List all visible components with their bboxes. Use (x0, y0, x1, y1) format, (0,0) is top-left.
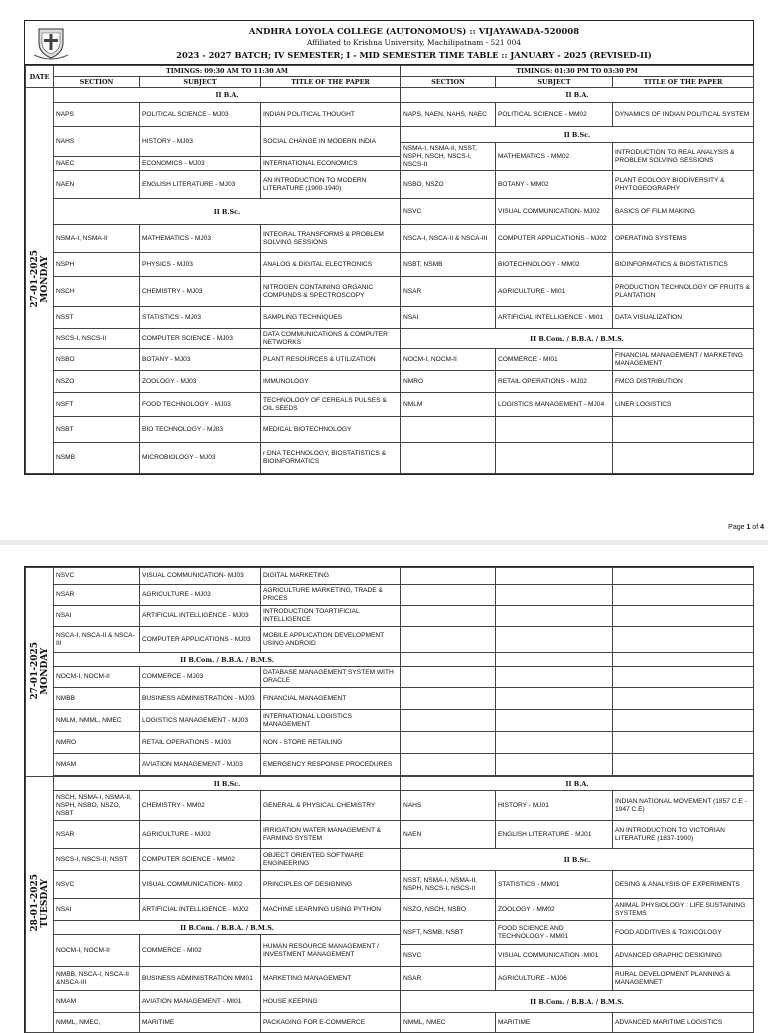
table-cell: FMCG DISTRIBUTION (613, 371, 754, 393)
empty-cell (613, 606, 754, 627)
table-cell: SAMPLING TECHNIQUES (261, 307, 401, 329)
table-cell: NMLM (401, 393, 496, 417)
table-cell: TECHNOLOGY OF CEREALS PULSES & OIL SEEDS (261, 393, 401, 417)
table-cell: NSMA-I, NSMA-II, NSST, NSPH, NSCH, NSCS-I, NSCS-II (401, 143, 496, 171)
exam-date: 27-01-2025 (29, 641, 40, 700)
table-cell: GENERAL & PHYSICAL CHEMISTRY (261, 791, 401, 821)
empty-cell (496, 688, 613, 710)
table-cell: MARKETING MANAGEMENT (261, 967, 401, 991)
table-cell: AGRICULTURE - MJ02 (140, 821, 261, 849)
table-cell: LOGISTICS MANAGEMENT - MJ03 (140, 710, 261, 732)
table-cell: PRINCIPLES OF DESIGNING (261, 871, 401, 899)
date-header: DATE (26, 66, 54, 88)
table-cell: RETAIL OPERATIONS - MJ03 (140, 732, 261, 754)
table-cell: DIGITAL MARKETING (261, 568, 401, 585)
empty-cell (613, 585, 754, 606)
empty-cell (613, 417, 754, 443)
table-cell: FOOD SCIENCE AND TECHNOLOGY - MM01 (496, 921, 613, 945)
subject-header: SUBJECT (140, 77, 261, 88)
table-cell: NSMA-I, NSMA-II (54, 225, 140, 253)
table-cell: ANALOG & DIGITAL ELECTRONICS (261, 253, 401, 277)
table-cell: NSFT (54, 393, 140, 417)
table-cell: NAPS (54, 103, 140, 127)
table-cell: NOCM-I, NOCM-II (54, 935, 140, 967)
table-cell: NMML, NMEC, (54, 1013, 140, 1033)
empty-cell (613, 732, 754, 754)
table-cell: MARITIME (140, 1013, 261, 1033)
table-cell: LINER LOGISTICS (613, 393, 754, 417)
table-cell: NMBB, NSCA-I, NSCA-II &NSCA-III (54, 967, 140, 991)
empty-cell (613, 754, 754, 776)
table-cell: NSVC (54, 871, 140, 899)
table-cell: BIOTECHNOLOGY - MM02 (496, 253, 613, 277)
empty-cell (401, 606, 496, 627)
table-cell: ARTIFICIAL INTELLIGENCE - MJ02 (140, 899, 261, 921)
table-cell: r DNA TECHNOLOGY, BIOSTATISTICS & BIOINFORMATICS (261, 443, 401, 474)
title-header: TITLE OF THE PAPER (261, 77, 401, 88)
table-cell: ARTIFICIAL INTELLIGENCE - MJ03 (140, 606, 261, 627)
table-cell: BIO TECHNOLOGY - MJ03 (140, 417, 261, 443)
empty-cell (496, 667, 613, 688)
section-heading: II B.Com. / B.B.A. / B.M.S. (54, 653, 401, 667)
table-cell: NSVC (401, 199, 496, 225)
table-cell: DYNAMICS OF INDIAN POLITICAL SYSTEM (613, 103, 754, 127)
table-cell: DATA VISUALIZATION (613, 307, 754, 329)
table-cell: INDIAN NATIONAL MOVEMENT (1857 C.E - 1947 C.E) (613, 791, 754, 821)
exam-date: 28-01-2025 (29, 874, 40, 932)
table-cell: ADVANCED GRAPHIC DESIGNING (613, 945, 754, 967)
table-cell: DATA COMMUNICATIONS & COMPUTER NETWORKS (261, 329, 401, 349)
table-cell: COMPUTER SCIENCE - MM02 (140, 849, 261, 871)
table-cell: NITROGEN CONTAINING ORGANIC COMPUNDS & SPECTROSCOPY (261, 277, 401, 307)
empty-cell (496, 710, 613, 732)
table-cell: NSCH, NSMA-I, NSMA-II, NSPH, NSBO, NSZO, NSBT (54, 791, 140, 821)
table-cell: PACKAGING FOR E-COMMERCE (261, 1013, 401, 1033)
table-cell: NMLM, NMML, NMEC (54, 710, 140, 732)
table-cell: FOOD TECHNOLOGY - MJ03 (140, 393, 261, 417)
table-cell: NSST, NSMA-I, NSMA-II, NSPH, NSCS-I, NSCS-II (401, 871, 496, 899)
empty-cell (401, 627, 496, 653)
empty-cell (401, 732, 496, 754)
table-cell: NSST (54, 307, 140, 329)
empty-cell (401, 653, 496, 667)
timetable-grid-page-1 (24, 64, 754, 475)
table-cell: NSPH (54, 253, 140, 277)
table-cell: MICROBIOLOGY - MJ03 (140, 443, 261, 474)
table-cell: NMAM (54, 991, 140, 1013)
table-cell: STATISTICS - MM01 (496, 871, 613, 899)
table-cell: NSZO (54, 371, 140, 393)
table-cell: AGRICULTURE MARKETING, TRADE & PRICES (261, 585, 401, 606)
table-cell: NSAR (401, 967, 496, 991)
section-heading: II B.Com. / B.B.A. / B.M.S. (54, 921, 401, 935)
table-cell: HISTORY - MJ03 (140, 127, 261, 157)
table-cell: NOCM-I, NOCM-II (401, 349, 496, 371)
table-cell: ENGLISH LITERATURE - MJ01 (496, 821, 613, 849)
table-cell: NSAI (54, 899, 140, 921)
table-cell: EMERGENCY RESPONSE PROCEDURES (261, 754, 401, 776)
table-cell: NMRO (54, 732, 140, 754)
table-cell: INTRODUCTION TO REAL ANALYSIS & PROBLEM SOLVING SESSIONS (613, 143, 754, 171)
exam-weekday: MONDAY (39, 647, 50, 694)
table-cell: PLANT ECOLOGY BIODIVERSITY & PHYTOGEOGRAPHY (613, 171, 754, 199)
table-cell: IRRIGATION WATER MANAGEMENT & FARMING SYSTEM (261, 821, 401, 849)
timetable-title: 2023 - 2027 BATCH; IV SEMESTER; I - MID SEMESTER TIME TABLE :: JANUARY - 2025 (REVISED-II) (176, 50, 652, 60)
table-cell: NSVC (401, 945, 496, 967)
table-cell: COMMERCE - MI02 (140, 935, 261, 967)
date-cell-monday (26, 568, 54, 777)
empty-cell (496, 568, 613, 585)
table-cell: NSCH (54, 277, 140, 307)
table-cell: NSFT, NSMB, NSBT (401, 921, 496, 945)
table-cell: NAHS (54, 127, 140, 157)
current-page: 1 (746, 524, 751, 531)
table-cell: HOUSE KEEPING (261, 991, 401, 1013)
table-cell: NSCA-I, NSCA-II & NSCA-III (54, 627, 140, 653)
table-cell: OBJECT ORIENTED SOFTWARE ENGINEERING (261, 849, 401, 871)
document-page-2 (0, 545, 768, 1024)
date-cell-tuesday (26, 777, 54, 1033)
table-cell: MEDICAL BIOTECHNOLOGY (261, 417, 401, 443)
table-cell: RURAL DEVELOPMENT PLANNING & MANAGEMNET (613, 967, 754, 991)
table-cell: PLANT RESOURCES & UTILIZATION (261, 349, 401, 371)
table-cell: VISUAL COMMUNICATION- MJ03 (140, 568, 261, 585)
empty-cell (401, 443, 496, 474)
empty-cell (401, 688, 496, 710)
empty-cell (613, 568, 754, 585)
table-cell: NSBO, NSZO (401, 171, 496, 199)
table-cell: ECONOMICS - MJ03 (140, 157, 261, 171)
table-cell: NAPS, NAEN, NAHS, NAEC (401, 103, 496, 127)
table-cell: VISUAL COMMUNICATION- MI02 (140, 871, 261, 899)
table-cell: OPERATING SYSTEMS (613, 225, 754, 253)
exam-date: 27-01-2025 (29, 250, 40, 308)
section-header: SECTION (401, 77, 496, 88)
table-cell: NAEN (54, 171, 140, 199)
table-cell: COMPUTER APPLICATIONS - MJ02 (496, 225, 613, 253)
table-cell: SOCIAL CHANGE IN MODERN INDIA (261, 127, 401, 157)
table-cell: NSBT, NSMB (401, 253, 496, 277)
table-cell: NSAR (54, 821, 140, 849)
table-cell: AGRICULTURE - MJ03 (140, 585, 261, 606)
section-heading: II B.A. (54, 88, 401, 103)
table-cell: AVIATION MANAGEMENT - MI01 (140, 991, 261, 1013)
table-cell: INTERNATIONAL LOGISTICS MANAGEMENT (261, 710, 401, 732)
table-cell: NAEC (54, 157, 140, 171)
empty-cell (613, 667, 754, 688)
table-cell: ZOOLOGY - MJ03 (140, 371, 261, 393)
table-cell: BASICS OF FILM MAKING (613, 199, 754, 225)
table-cell: POLITICAL SCIENCE - MM02 (496, 103, 613, 127)
table-cell: CHEMISTRY - MJ03 (140, 277, 261, 307)
exam-weekday: TUESDAY (39, 878, 50, 928)
table-cell: MATHEMATICS - MJ03 (140, 225, 261, 253)
section-heading: II B.Sc. (401, 849, 754, 871)
table-cell: MACHINE LEARNING USING PYTHON (261, 899, 401, 921)
table-cell: ANIMAL PHYSIOLOGY : LIFE SUSTAINING SYSTEMS (613, 899, 754, 921)
table-cell: BOTANY - MM02 (496, 171, 613, 199)
section-header: SECTION (54, 77, 140, 88)
table-cell: ZOOLOGY - MM02 (496, 899, 613, 921)
table-cell: RETAIL OPERATIONS - MJ02 (496, 371, 613, 393)
table-cell: COMMERCE - MI01 (496, 349, 613, 371)
table-cell: BUSINESS ADMINISTRATION MM01 (140, 967, 261, 991)
table-cell: NMBB (54, 688, 140, 710)
table-cell: INDIAN POLITICAL THOUGHT (261, 103, 401, 127)
table-cell: BUSINESS ADMINISTRATION - MJ03 (140, 688, 261, 710)
section-heading: II B.A. (401, 777, 754, 791)
table-cell: NMAM (54, 754, 140, 776)
table-cell: NMML, NMEC (401, 1013, 496, 1033)
section-heading: II B.Sc. (54, 199, 401, 225)
empty-cell (613, 710, 754, 732)
table-cell: MATHEMATICS - MM02 (496, 143, 613, 171)
table-cell: AGRICULTURE - MI01 (496, 277, 613, 307)
empty-cell (496, 443, 613, 474)
empty-cell (496, 417, 613, 443)
table-cell: VISUAL COMMUNICATION- MJ02 (496, 199, 613, 225)
table-cell: VISUAL COMMUNICATION -MI01 (496, 945, 613, 967)
morning-timing: TIMINGS: 09:30 AM TO 11:30 AM (54, 66, 401, 77)
section-heading: II B.A. (401, 88, 754, 103)
table-cell: NAEN (401, 821, 496, 849)
table-cell: HISTORY - MJ01 (496, 791, 613, 821)
empty-cell (401, 754, 496, 776)
college-logo (31, 25, 71, 61)
section-heading: II B.Sc. (54, 777, 401, 791)
table-cell: NSAI (54, 606, 140, 627)
table-cell: NSMB (54, 443, 140, 474)
table-cell: NMRO (401, 371, 496, 393)
table-cell: DESING & ANALYSIS OF EXPERIMENTS (613, 871, 754, 899)
exam-weekday: MONDAY (39, 255, 50, 303)
table-cell: INTERNATIONAL ECONOMICS (261, 157, 401, 171)
total-pages: 4 (760, 524, 764, 531)
timetable-grid-page-2 (24, 566, 754, 1033)
empty-cell (401, 710, 496, 732)
table-cell: NSBT (54, 417, 140, 443)
table-cell: CHEMISTRY - MM02 (140, 791, 261, 821)
table-cell: NAHS (401, 791, 496, 821)
table-cell: NSAR (54, 585, 140, 606)
table-cell: FINANCIAL MANAGEMENT / MARKETING MANAGEMENT (613, 349, 754, 371)
document-header (24, 20, 754, 65)
affiliation: Affiliated to Krishna University, Machilipatnam - 521 004 (306, 38, 522, 47)
table-cell: ARTIFICIAL INTELLIGENCE - MI01 (496, 307, 613, 329)
table-cell: COMMERCE - MJ03 (140, 667, 261, 688)
table-cell: ENGLISH LITERATURE - MJ03 (140, 171, 261, 199)
table-cell: NSVC (54, 568, 140, 585)
afternoon-timing: TIMINGS: 01:30 PM TO 03:30 PM (401, 66, 754, 77)
table-cell: BOTANY - MJ03 (140, 349, 261, 371)
section-heading: II B.Com. / B.B.A. / B.M.S. (401, 329, 754, 349)
empty-cell (613, 653, 754, 667)
empty-cell (401, 585, 496, 606)
table-cell: INTEGRAL TRANSFORMS & PROBLEM SOLVING SESSIONS (261, 225, 401, 253)
section-heading: II B.Com. / B.B.A. / B.M.S. (401, 991, 754, 1013)
empty-cell (613, 688, 754, 710)
table-cell: LOGISTICS MANAGEMENT - MJ04 (496, 393, 613, 417)
empty-cell (401, 667, 496, 688)
table-cell: BIOINFORMATICS & BIOSTATISTICS (613, 253, 754, 277)
table-cell: AGRICULTURE - MJ06 (496, 967, 613, 991)
page-label: Page (728, 524, 747, 531)
table-cell: COMPUTER APPLICATIONS - MJ03 (140, 627, 261, 653)
table-cell: NOCM-I, NOCM-II (54, 667, 140, 688)
table-cell: ADVANCED MARITIME LOGISTICS (613, 1013, 754, 1033)
table-cell: AVIATION MANAGEMENT - MJ03 (140, 754, 261, 776)
page-of-label: of (750, 524, 761, 531)
section-heading: II B.Sc. (401, 127, 754, 143)
table-cell: NSAR (401, 277, 496, 307)
table-cell: NON - STORE RETAILING (261, 732, 401, 754)
date-cell-monday (26, 88, 54, 474)
college-name: ANDHRA LOYOLA COLLEGE (AUTONOMOUS) :: VIJAYAWADA-520008 (248, 26, 580, 36)
table-cell: NSCS-I, NSCS-II, NSST (54, 849, 140, 871)
title-header: TITLE OF THE PAPER (613, 77, 754, 88)
empty-cell (496, 754, 613, 776)
table-cell: PHYSICS - MJ03 (140, 253, 261, 277)
table-cell: AN INTRODUCTION TO MODERN LITERATURE (1900-1940) (261, 171, 401, 199)
empty-cell (401, 417, 496, 443)
table-cell: PRODUCTION TECHNOLOGY OF FRUITS & PLANTATION (613, 277, 754, 307)
subject-header: SUBJECT (496, 77, 613, 88)
empty-cell (401, 568, 496, 585)
empty-cell (496, 627, 613, 653)
table-cell: STATISTICS - MJ03 (140, 307, 261, 329)
table-cell: MARITIME (496, 1013, 613, 1033)
table-cell: COMPUTER SCIENCE - MJ03 (140, 329, 261, 349)
table-cell: FOOD ADDITIVES & TOXICOLOGY (613, 921, 754, 945)
empty-cell (613, 443, 754, 474)
table-cell: AN INTRODUCTION TO VICTORIAN LITERATURE (1837-1900) (613, 821, 754, 849)
page-number (728, 524, 764, 531)
empty-cell (496, 732, 613, 754)
empty-cell (613, 627, 754, 653)
table-cell: DATABASE MANAGEMENT SYSTEM WITH ORACLE (261, 667, 401, 688)
table-cell: INTRODUCTION TOARTIFICIAL INTELLIGENCE (261, 606, 401, 627)
table-cell: HUMAN RESOURCE MANAGEMENT / INVESTMENT MANAGEMENT (261, 935, 401, 967)
table-cell: NSAI (401, 307, 496, 329)
table-cell: NSCA-I, NSCA-II & NSCA-III (401, 225, 496, 253)
table-cell: IMMUNOLOGY (261, 371, 401, 393)
table-cell: NSZO, NSCH, NSBO (401, 899, 496, 921)
table-cell: NSBO (54, 349, 140, 371)
empty-cell (496, 585, 613, 606)
empty-cell (496, 653, 613, 667)
table-cell: NSCS-I, NSCS-II (54, 329, 140, 349)
table-cell: FINANCIAL MANAGEMENT (261, 688, 401, 710)
empty-cell (496, 606, 613, 627)
table-cell: POLITICAL SCIENCE - MJ03 (140, 103, 261, 127)
table-cell: MOBILE APPLICATION DEVELOPMENT USING ANDROID (261, 627, 401, 653)
